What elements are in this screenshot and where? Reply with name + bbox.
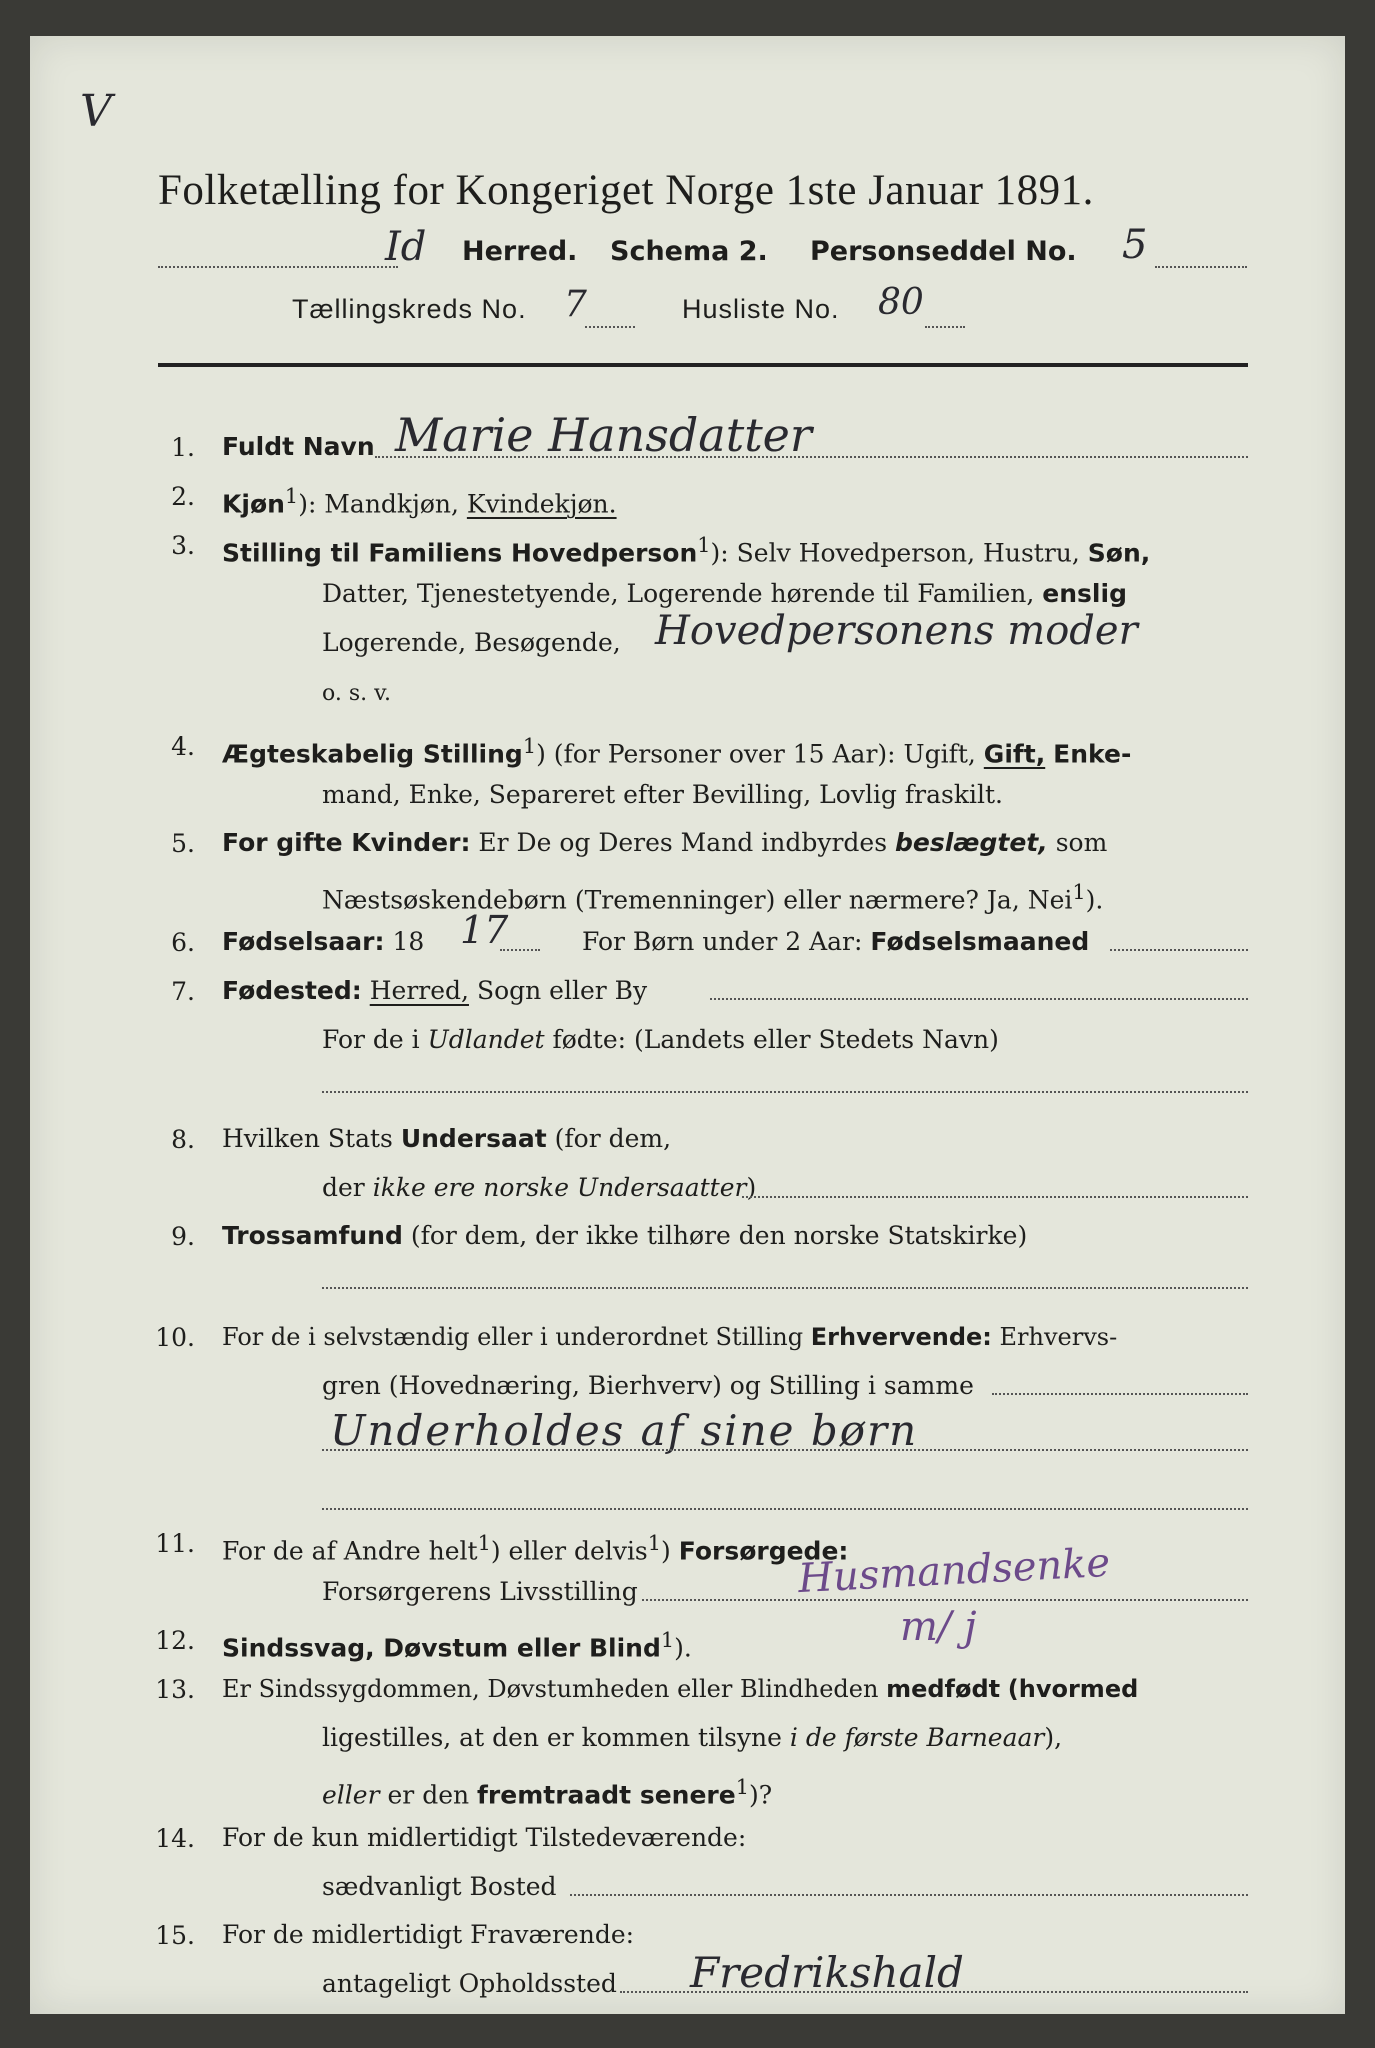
q6-label: Fødselsaar: (222, 927, 385, 956)
q12-end: ). (674, 1633, 692, 1663)
q13-line1a: Er Sindssygdommen, Døvstumheden eller Blindheden (222, 1675, 879, 1703)
q14-line1: For de kun midlertidigt Tilstedeværende: (222, 1823, 747, 1852)
q8-line1a: Hvilken Stats (222, 1124, 393, 1153)
personseddel-dotline (1155, 266, 1247, 268)
q8-line2-italic: ikke ere norske Undersaatter (372, 1173, 747, 1202)
q2-number: 2. (171, 482, 195, 511)
q10-line1-bold: Erhvervende: (810, 1323, 992, 1351)
personseddel-value: 5 (1122, 222, 1148, 268)
q8-line2 (322, 1173, 756, 1203)
q7-line1 (222, 976, 647, 1006)
q9-text: (for dem, der ikke tilhøre den norske Statskirke) (410, 1221, 1028, 1250)
personseddel-label: Personseddel No. (810, 236, 1077, 267)
q11-answer: Husmandsenke (797, 1539, 1112, 1603)
q3-line1-text: ): Selv Hovedperson, Hustru, (710, 538, 1080, 568)
q5-label: For gifte Kvinder: (222, 828, 471, 857)
q12-line (222, 1625, 692, 1663)
q2-sup: 1 (284, 484, 299, 508)
q6-dotline (500, 949, 540, 951)
q3-number: 3. (171, 531, 195, 560)
q13-line3a: er den (387, 1780, 470, 1810)
herred-value: Id (385, 224, 427, 270)
margin-mark: V (80, 86, 112, 137)
q10-dotline-2 (322, 1449, 1248, 1451)
q7-label: Fødested: (222, 976, 362, 1005)
q15-line1: For de midlertidigt Fraværende: (222, 1920, 635, 1949)
q14-dotline (570, 1894, 1248, 1896)
q8-line2a: der (322, 1173, 365, 1202)
q3-line2 (322, 579, 1127, 609)
q5-sup: 1 (1072, 880, 1086, 904)
q3-line2-text: Datter, Tjenestetyende, Logerende hørende til Familien, (322, 579, 1035, 608)
q3-line2-bold: enslig (1042, 579, 1127, 608)
q13-line1-bold: medfødt (886, 1675, 1001, 1703)
q1-answer: Marie Hansdatter (395, 408, 812, 462)
q7-dotline (710, 998, 1248, 1000)
taellingskreds-label: Tællingskreds No. (292, 294, 527, 324)
q15-number: 15. (155, 1921, 195, 1950)
q4-label: Ægteskabelig Stilling (222, 739, 523, 769)
q12-number: 12. (155, 1626, 195, 1655)
q6-year-prefix: 18 (392, 927, 425, 956)
q7-text: Sogn eller By (476, 976, 648, 1005)
q11-number: 11. (155, 1529, 195, 1558)
q1-number: 1. (171, 433, 195, 462)
q3-line3: Logerende, Besøgende, (322, 628, 621, 657)
q4-line2: mand, Enke, Separeret efter Bevilling, Lovlig fraskilt. (322, 780, 1003, 809)
q11-line2: Forsørgerens Livsstilling (322, 1577, 638, 1606)
q6-line (222, 927, 424, 957)
q6-dotline-end (1110, 949, 1248, 951)
q10-dotline (992, 1393, 1248, 1395)
q12-label: Sindssvag, Døvstum eller Blind (222, 1633, 661, 1663)
q14-line2: sædvanligt Bosted (322, 1872, 557, 1901)
q5-line2 (322, 877, 1103, 915)
q13-line3-bold: fremtraadt senere (477, 1780, 736, 1810)
q13-line2a: ligestilles, at den er kommen tilsyne (322, 1723, 782, 1752)
q13-line2 (322, 1723, 1062, 1753)
q8-dotline (742, 1196, 1248, 1198)
q8-line1b: (for dem, (554, 1124, 672, 1153)
q4-gift-underlined: Gift, (983, 739, 1046, 769)
q5-line1-text: Er De og Deres Mand indbyrdes (478, 828, 888, 857)
q6-text-bold: Fødselsmaaned (870, 927, 1090, 956)
q13-line3 (322, 1772, 772, 1810)
q5-line1 (222, 828, 1107, 858)
q10-line1 (222, 1322, 1117, 1352)
q6-text-plain: For Børn under 2 Aar: (582, 927, 863, 956)
q5-line1-italic: beslægtet, (895, 828, 1048, 857)
q9-label: Trossamfund (222, 1221, 403, 1250)
q2-line (222, 481, 617, 519)
q1-dotline (375, 456, 1248, 458)
q3-answer: Hovedpersonens moder (655, 608, 1138, 654)
q8-line1 (222, 1124, 671, 1154)
q7-line2a: For de i (322, 1025, 420, 1054)
q6-answer: 17 (460, 908, 509, 952)
q13-line1 (222, 1674, 1138, 1704)
q5-line2-end: ). (1085, 885, 1104, 915)
q15-answer: Fredrikshald (690, 1948, 964, 1997)
q13-line1b: (hvormed (1007, 1675, 1139, 1703)
q11-line1-bold: Forsørgede: (678, 1536, 849, 1566)
q7-line2b: fødte: (Landets eller Stedets Navn) (552, 1025, 999, 1054)
q2-text-a: ): Mandkjøn, (298, 489, 459, 519)
q8-number: 8. (171, 1125, 195, 1154)
q10-line1b: Erhvervs- (999, 1323, 1118, 1351)
form-title: Folketælling for Kongeriget Norge 1ste Januar 1891. (158, 167, 1094, 214)
q11-line1 (222, 1528, 848, 1566)
q11-sup-b: 1 (647, 1531, 662, 1555)
herred-label: Herred. (462, 236, 578, 267)
q8-line1-bold: Undersaat (400, 1124, 547, 1153)
q13-line2-italic: i de første Barneaar (789, 1723, 1045, 1752)
q4-sup: 1 (522, 734, 537, 758)
q3-sup: 1 (697, 533, 711, 557)
q7-line2-italic: Udlandet (427, 1025, 545, 1054)
q7-line2 (322, 1025, 999, 1055)
q4-number: 4. (171, 732, 195, 761)
q8-line2b: ) (746, 1173, 757, 1202)
q12-answer: m/ j (900, 1604, 977, 1650)
q15-line2: antageligt Opholdssted (322, 1969, 617, 1998)
taellingskreds-value: 7 (564, 284, 587, 325)
husliste-label: Husliste No. (682, 294, 840, 324)
q3-label: Stilling til Familiens Hovedperson (222, 538, 698, 568)
q11-line1a: For de af Andre helt (222, 1536, 478, 1566)
q13-line3b: )? (748, 1780, 773, 1810)
q11-sup-a: 1 (477, 1531, 491, 1555)
q10-number: 10. (155, 1323, 195, 1352)
herred-dotline (158, 266, 398, 268)
q11-line1c: ) (661, 1536, 671, 1566)
q3-line1 (222, 530, 1150, 568)
q14-number: 14. (155, 1824, 195, 1853)
q3-line4: o. s. v. (322, 681, 391, 706)
q9-line (222, 1221, 1027, 1251)
q2-kvindekjon-underlined: Kvindekjøn. (466, 489, 617, 519)
schema-label: Schema 2. (610, 236, 768, 267)
q13-line3-italic: eller (322, 1780, 380, 1810)
q10-line2: gren (Hovednæring, Bierhverv) og Stilling i samme (322, 1371, 974, 1400)
q10-dotline-3 (322, 1508, 1248, 1510)
q11-dotline (642, 1599, 1248, 1601)
q11-line1b: ) eller delvis (490, 1536, 648, 1566)
q10-answer: Underholdes af sine børn (330, 1406, 919, 1455)
husliste-dotline (925, 326, 965, 328)
header-rule (158, 363, 1248, 367)
husliste-value: 80 (878, 282, 924, 323)
q5-line2-text: Næstsøskendebørn (Tremenninger) eller nærmere? Ja, Nei (322, 885, 1073, 915)
q7-herred-underlined: Herred, (369, 976, 469, 1005)
q7-dotline-2 (322, 1091, 1248, 1093)
q9-number: 9. (171, 1222, 195, 1251)
q5-line1-end: som (1055, 828, 1108, 857)
q9-dotline (322, 1287, 1248, 1289)
q10-line1a: For de i selvstændig eller i underordnet Stilling (222, 1323, 804, 1351)
census-form-page (30, 36, 1345, 2014)
q13-number: 13. (155, 1675, 195, 1704)
q4-line1 (222, 731, 1131, 769)
q1-label: Fuldt Navn (222, 432, 375, 461)
q12-sup: 1 (660, 1628, 675, 1652)
taellingskreds-dotline (585, 326, 635, 328)
q6-number: 6. (171, 928, 195, 957)
q4-line1-bold: Enke- (1053, 739, 1132, 769)
q7-number: 7. (171, 977, 195, 1006)
q3-line1-bold: Søn, (1087, 538, 1151, 568)
q2-label: Kjøn (222, 489, 285, 519)
q6-text (582, 927, 1089, 957)
q5-number: 5. (171, 829, 195, 858)
q4-line1-text: ) (for Personer over 15 Aar): Ugift, (536, 739, 976, 769)
q13-sup: 1 (735, 1775, 749, 1799)
q13-line2b: ), (1044, 1723, 1063, 1752)
